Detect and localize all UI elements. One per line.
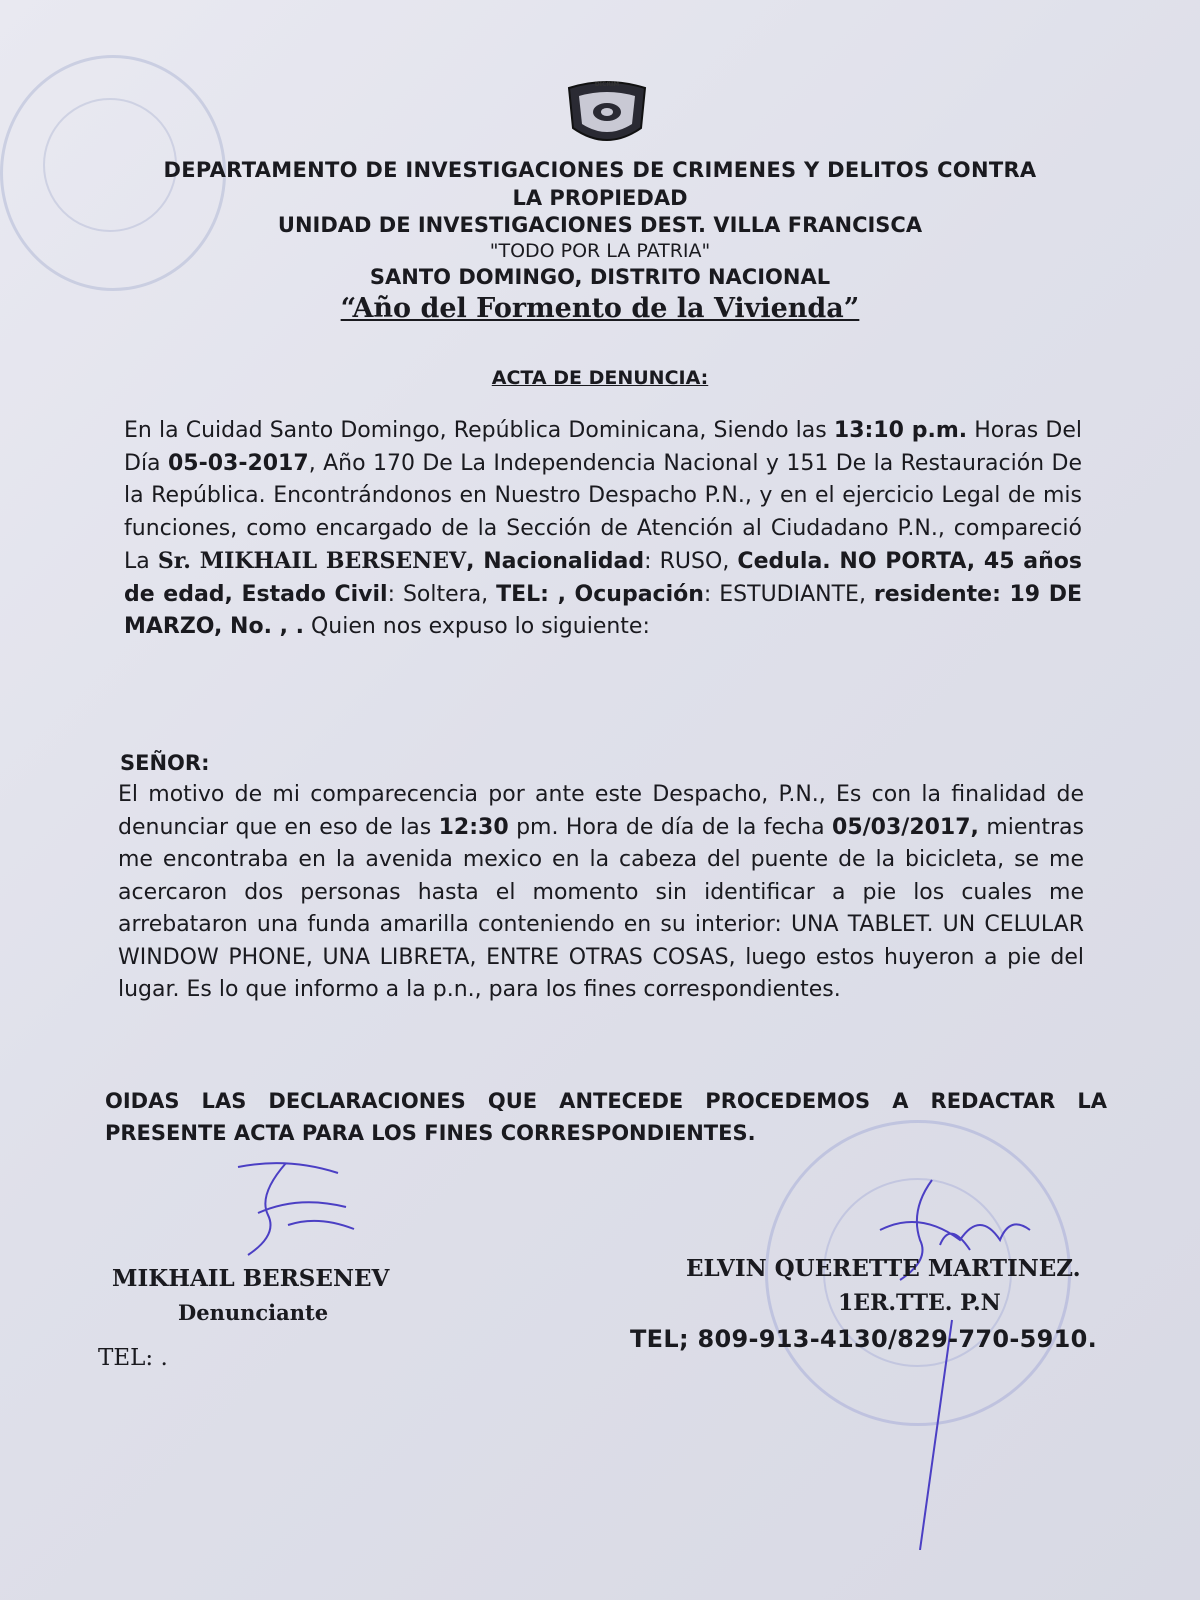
complainant-name-inline: Sr. MIKHAIL BERSENEV — [157, 548, 467, 574]
year-slogan: “Año del Formento de la Vivienda” — [340, 293, 860, 324]
header-motto: "TODO POR LA PATRIA" — [489, 240, 711, 262]
complainant-role: Denunciante — [178, 1300, 329, 1325]
officer-phone: TEL; 809-913-4130/829-770-5910. — [630, 1325, 1098, 1353]
closing-statement: OIDAS LAS DECLARACIONES QUE ANTECEDE PROCEDEMOS A REDACTAR LA PRESENTE ACTA PARA LOS FINES CORRESPONDIENTES. — [105, 1089, 1107, 1145]
svg-text:DICRIM: DICRIM — [594, 81, 620, 88]
header-unit: UNIDAD DE INVESTIGACIONES DEST. VILLA FRANCISCA — [277, 213, 923, 237]
officer-rank: 1ER.TTE. P.N — [838, 1290, 1001, 1316]
complainant-phone: TEL: . — [98, 1345, 168, 1371]
document-title: ACTA DE DENUNCIA: — [491, 367, 709, 389]
complainant-name: MIKHAIL BERSENEV — [112, 1265, 390, 1292]
header-department-cont: LA PROPIEDAD — [512, 186, 688, 210]
header-department: DEPARTAMENTO DE INVESTIGACIONES DE CRIMENES Y DELITOS CONTRA — [163, 158, 1037, 182]
officer-name: ELVIN QUERETTE MARTINEZ. — [686, 1255, 1081, 1282]
salutation: SEÑOR: — [120, 751, 210, 775]
statement-paragraph: El motivo de mi comparecencia por ante este Despacho, P.N., Es con la finalidad de denunciar que en eso de las 12:30 pm. Hora de día de la fecha 05/03/2017, mientras me encontraba en la avenida mexico en la cabeza del puente de la bicicleta, se me acercaron dos personas hasta el momento sin identificar a pie los cuales me arrebataron una funda amarilla conteniendo en su interior: UNA TABLET. UN CELULAR WINDOW PHONE, UNA LIBRETA, ENTRE OTRAS COSAS, luego estos huyeron a pie del lugar. Es lo que informo a la p.n., para los fines correspondientes. — [118, 782, 1084, 1002]
complainant-signature — [228, 1155, 358, 1260]
intro-paragraph: En la Cuidad Santo Domingo, República Dominicana, Siendo las 13:10 p.m. Horas Del Día 05-03-2017, Año 170 De La Independencia Nacional y 151 De la Restauración De la República. Encontrándonos en Nuestro Despacho P.N., y en el ejercicio Legal de mis funciones, como encargado de la Sección de Atención al Ciudadano P.N., compareció La Sr. MIKHAIL BERSENEV, Nacionalidad: RUSO, Cedula. NO PORTA, 45 años de edad, Estado Civil: Soltera, TEL: , Ocupación: ESTUDIANTE, residente: 19 DE MARZO, No. , . Quien nos expuso lo siguiente: — [124, 418, 1083, 639]
header-city: SANTO DOMINGO, DISTRITO NACIONAL — [369, 265, 831, 289]
officer-signature — [860, 1170, 1040, 1550]
police-emblem-icon — [561, 78, 653, 150]
